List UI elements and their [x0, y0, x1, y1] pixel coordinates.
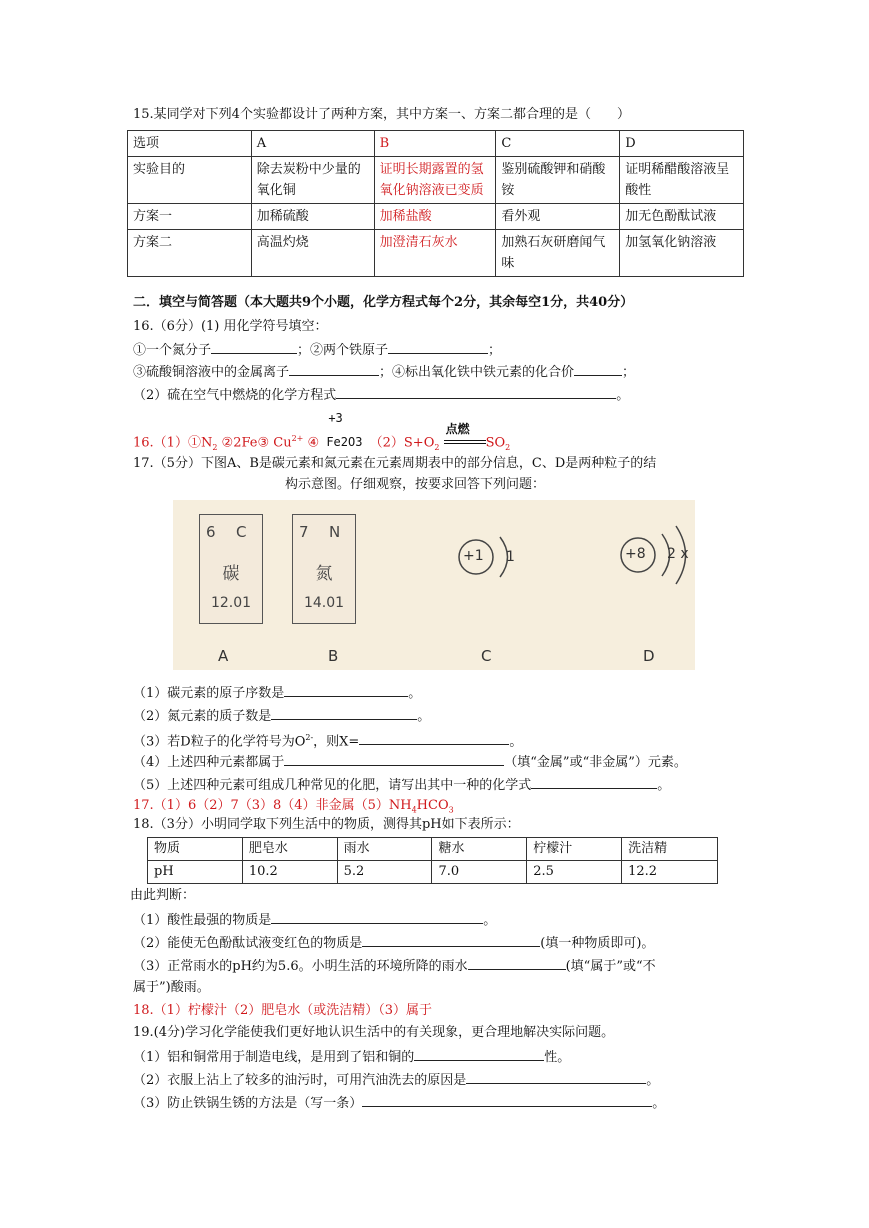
element-symbol: C: [236, 523, 247, 541]
text: 2: [340, 435, 349, 450]
table-cell: 糖水: [432, 838, 527, 861]
text: （2）硫在空气中燃烧的化学方程式: [133, 388, 337, 403]
text: (填一种物质即可)。: [540, 936, 655, 951]
table-cell: 雨水: [337, 838, 432, 861]
element-figure: [173, 500, 695, 670]
text: (填“属于”或“不: [565, 959, 656, 974]
atomic-number: 6: [206, 523, 216, 541]
text: （1）铝和铜常用于制造电线，是用到了铝和铜的: [133, 1050, 415, 1065]
table-cell: C: [496, 131, 620, 157]
text: 16.（1）①N: [133, 435, 213, 451]
element-name: 氮: [315, 564, 333, 584]
text: 。: [646, 1073, 660, 1088]
table-row: [128, 204, 744, 230]
text: 2-: [305, 733, 314, 742]
text: （1）碳元素的原子序数是: [133, 686, 285, 701]
text: O: [348, 435, 356, 450]
table-cell: 10.2: [242, 861, 337, 884]
table-cell: 看外观: [496, 204, 620, 230]
answer-blank[interactable]: [284, 683, 408, 697]
text: （3）若D粒子的化学符号为O: [133, 734, 306, 750]
text: SO: [485, 435, 506, 451]
table-cell: 鉴别硫酸钾和硝酸铵: [496, 157, 620, 204]
answer-blank[interactable]: [271, 706, 417, 720]
q16-answer: [133, 411, 511, 457]
reaction-condition: 点燃: [445, 422, 470, 437]
table-row: [128, 131, 744, 157]
text: （2）衣服上沾上了较多的油污时，可用汽油洗去的原因是: [133, 1073, 467, 1088]
q17-stem-cont: 构示意图。仔细观察，按要求回答下列问题：: [285, 477, 546, 492]
q17-sub4: [133, 752, 687, 772]
element-symbol: N: [329, 523, 341, 541]
text: （填“金属”或“非金属”）元素。: [504, 755, 687, 770]
text: ①一个氮分子: [133, 343, 212, 358]
q17-sub1: [133, 683, 421, 703]
table-cell: 加澄清石灰水: [374, 230, 496, 277]
text: ；: [622, 365, 636, 380]
q17-sub2: [133, 706, 430, 726]
valence-label: +3: [328, 411, 343, 426]
text: 。: [509, 734, 523, 750]
table-row: [148, 861, 718, 884]
table-cell: pH: [148, 861, 243, 884]
table-cell: 加氢氧化钠溶液: [620, 230, 744, 277]
text: （2）S+O: [369, 435, 435, 451]
q19-sub2: [133, 1070, 659, 1090]
answer-blank[interactable]: [271, 910, 483, 924]
table-cell: 方案二: [128, 230, 252, 277]
nucleus-charge: +8: [625, 546, 646, 562]
q19-stem: 19.(4分)学习化学能使我们更好地认识生活中的有关现象，更合理地解决实际问题。: [133, 1025, 615, 1040]
text: 。: [408, 686, 422, 701]
text: ，则X=: [313, 734, 360, 750]
answer-blank[interactable]: [466, 1070, 646, 1084]
figure-label: A: [218, 647, 229, 665]
table-cell: 高温灼烧: [251, 230, 374, 277]
text: 。: [657, 778, 671, 793]
particle-diagrams: [173, 500, 695, 670]
text: 4: [411, 805, 417, 815]
electron-count: 1: [506, 549, 515, 565]
table-cell: 7.0: [432, 861, 527, 884]
table-cell: 选项: [128, 131, 252, 157]
table-cell: 除去炭粉中少量的氧化铜: [251, 157, 374, 204]
table-cell: 肥皂水: [242, 838, 337, 861]
text: 2+: [291, 434, 304, 443]
text: 3: [355, 435, 363, 450]
answer-blank[interactable]: [531, 775, 657, 789]
text: （4）上述四种元素都属于: [133, 755, 285, 770]
text: Fe: [326, 435, 341, 450]
table-row: [128, 230, 744, 277]
text: 3: [448, 805, 454, 815]
table-cell: 洗洁精: [622, 838, 718, 861]
q18-sub3: [133, 956, 656, 976]
atomic-number: 7: [299, 523, 309, 541]
table-cell: 2.5: [527, 861, 622, 884]
q19-sub1: [133, 1047, 570, 1067]
answer-blank[interactable]: [414, 1047, 544, 1061]
text: ④: [303, 435, 320, 451]
table-cell: 加稀硫酸: [251, 204, 374, 230]
answer-blank[interactable]: [388, 340, 488, 354]
answer-blank[interactable]: [289, 362, 379, 376]
electron-count: 2 x: [667, 546, 689, 562]
section-heading: 二．填空与简答题（本大题共9个小题，化学方程式每个2分，其余每空1分，共40分）: [133, 295, 634, 310]
text: 。: [616, 388, 630, 403]
table-row: [148, 838, 718, 861]
table-cell: 加稀盐酸: [374, 204, 496, 230]
text: 。: [417, 709, 431, 724]
figure-label: B: [328, 647, 339, 665]
text: ；: [488, 343, 502, 358]
table-cell: 加无色酚酞试液: [620, 204, 744, 230]
text: 。: [483, 913, 497, 928]
answer-blank[interactable]: [211, 340, 297, 354]
nucleus-charge: +1: [463, 548, 484, 564]
table-cell: 方案一: [128, 204, 252, 230]
table-cell: D: [620, 131, 744, 157]
text: ；②两个铁原子: [297, 343, 389, 358]
table-cell: 物质: [148, 838, 243, 861]
answer-blank[interactable]: [362, 1093, 652, 1107]
text: （2）氮元素的质子数是: [133, 709, 272, 724]
table-cell: 实验目的: [128, 157, 252, 204]
atomic-mass: 12.01: [210, 595, 252, 611]
q19-sub3: [133, 1093, 665, 1113]
table-cell: 证明稀醋酸溶液呈酸性: [620, 157, 744, 204]
text: ②2Fe③ Cu: [217, 435, 292, 451]
answer-blank[interactable]: [362, 933, 540, 947]
q18-stem: 18.（3分）小明同学取下列生活中的物质，测得其pH如下表所示：: [133, 817, 520, 832]
text: ③硫酸铜溶液中的金属离子: [133, 365, 290, 380]
figure-label: C: [481, 647, 492, 665]
answer-blank[interactable]: [574, 362, 622, 376]
text: （3）防止铁锅生锈的方法是（写一条）: [133, 1096, 363, 1111]
q18-sub3-cont: 属于”)酸雨。: [133, 980, 210, 995]
text: 17.（1）6（2）7（3）8（4）非金属（5）NH: [133, 798, 412, 813]
q15-stem: 15.某同学对下列4个实验都设计了两种方案，其中方案一、方案二都合理的是（ ）: [133, 107, 630, 122]
atomic-mass: 14.01: [303, 595, 345, 611]
q17-sub5: [133, 775, 670, 795]
text: 2: [505, 442, 511, 452]
q18-sub1: [133, 910, 496, 930]
equals-line: [444, 443, 486, 444]
table-cell: 12.2: [622, 861, 718, 884]
element-name: 碳: [222, 564, 240, 584]
table-cell: 柠檬汁: [527, 838, 622, 861]
table-cell: B: [374, 131, 496, 157]
answer-blank[interactable]: [468, 956, 566, 970]
table-cell: 证明长期露置的氢氧化钠溶液已变质: [374, 157, 496, 204]
reaction-arrow: [444, 422, 486, 446]
equals-line: [444, 440, 486, 441]
q16-line3: [133, 385, 629, 405]
text: HCO: [416, 798, 449, 813]
fe2o3-formula: [326, 411, 363, 451]
text: （5）上述四种元素可组成几种常见的化肥，请写出其中一种的化学式: [133, 778, 532, 793]
table-cell: A: [251, 131, 374, 157]
q17-stem: 17.（5分）下图A、B是碳元素和氮元素在元素周期表中的部分信息，C、D是两种粒子的结: [133, 456, 657, 471]
text: 2: [212, 442, 218, 452]
q17-sub3: [133, 729, 522, 751]
table-cell: 加熟石灰研磨闻气味: [496, 230, 620, 277]
answer-blank[interactable]: [359, 731, 509, 745]
text: ；④标出氧化铁中铁元素的化合价: [379, 365, 575, 380]
figure-label: D: [643, 647, 655, 665]
q18-sub2: [133, 933, 654, 953]
q18-judge: 由此判断：: [130, 888, 196, 903]
text: 性。: [544, 1050, 571, 1065]
answer-blank[interactable]: [284, 752, 504, 766]
table-cell: 5.2: [337, 861, 432, 884]
q18-answer: 18.（1）柠檬汁（2）肥皂水（或洗洁精）（3）属于: [133, 1003, 432, 1018]
table-row: [128, 157, 744, 204]
text: （1）酸性最强的物质是: [133, 913, 272, 928]
q16-line2: [133, 362, 635, 382]
text: （3）正常雨水的pH约为5.6。小明生活的环境所降的雨水: [133, 959, 468, 974]
text: （2）能使无色酚酞试液变红色的物质是: [133, 936, 363, 951]
q16-line1: [133, 340, 501, 360]
answer-blank[interactable]: [336, 385, 616, 399]
text: 2: [434, 442, 440, 452]
q18-ph-table: [147, 837, 718, 884]
q15-options-table: [127, 130, 744, 277]
text: 。: [652, 1096, 666, 1111]
q16-stem: 16.（6分）(1) 用化学符号填空：: [133, 319, 328, 334]
